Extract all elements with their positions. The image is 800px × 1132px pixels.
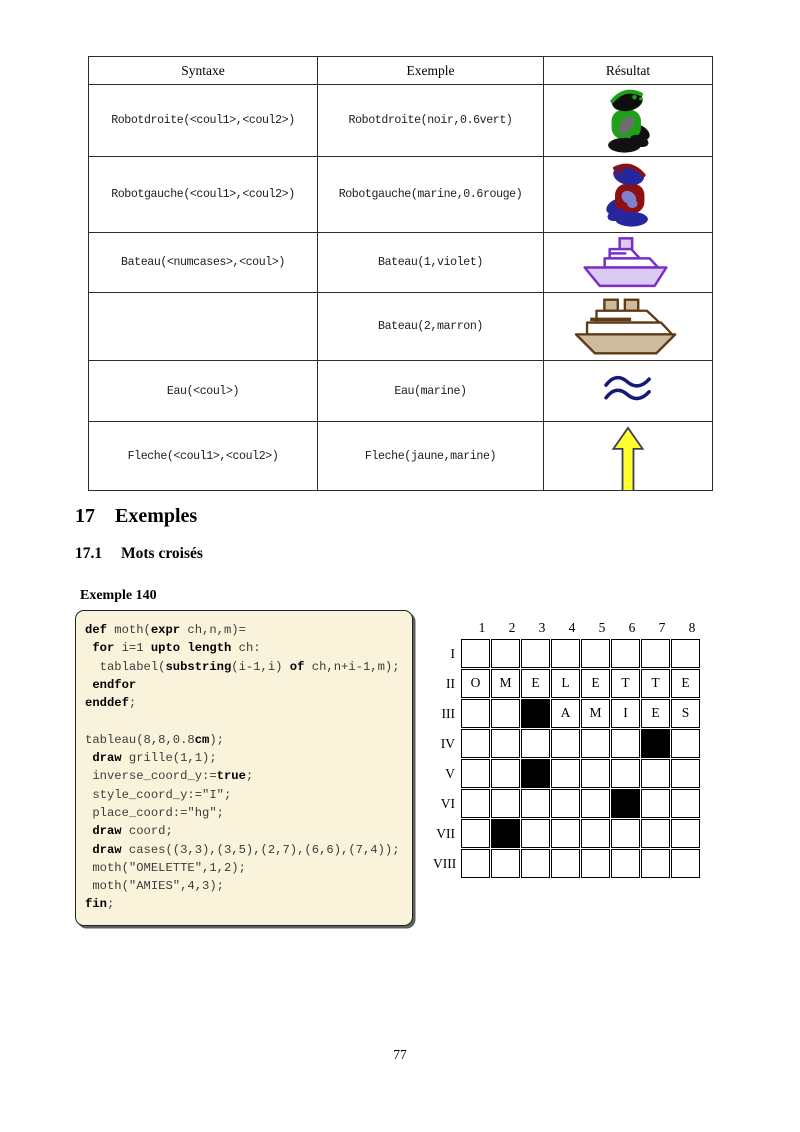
grid-cell [581,759,610,788]
grid-cell [611,849,640,878]
result-cell [544,422,713,491]
subsection-title: Mots croisés [121,545,203,562]
crossword-grid [433,620,707,878]
grid-cell: M [491,669,520,698]
table-row-robotdroite [89,85,713,157]
grid-cell [491,819,520,848]
section-title: Exemples [115,505,198,527]
grid-cell [521,699,550,728]
grid-col-label: 1 [478,620,486,635]
grid-cell: E [671,669,700,698]
syntax-cell: Fleche(<coul1>,<coul2>) [89,422,318,491]
grid-row [433,789,707,818]
grid-cell [521,639,550,668]
grid-cell [641,849,670,878]
arrow-up-icon [607,425,649,491]
syntax-table [88,56,713,491]
grid-cell: A [551,699,580,728]
grid-cell [491,729,520,758]
grid-row [433,819,707,848]
grid-cell: I [611,699,640,728]
table-row-robotgauche [89,157,713,233]
col-header-syntaxe: Syntaxe [89,57,318,85]
code-line: draw coord; [92,824,173,839]
grid-row [433,669,707,698]
code-line: def moth(expr ch,n,m)= [85,623,246,637]
grid-cell [461,759,490,788]
grid-cell [491,849,520,878]
grid-cell [551,849,580,878]
result-cell [544,85,713,157]
grid-column-labels [467,620,707,638]
result-cell [544,233,713,293]
grid-col-label: 2 [508,620,516,635]
grid-cell [641,639,670,668]
table-row-bateau2 [89,293,713,361]
grid-cell [641,729,670,758]
grid-cell [611,789,640,818]
example-cell: Robotgauche(marine,0.6rouge) [318,157,544,233]
grid-cell [581,729,610,758]
grid-cell [641,759,670,788]
code-line: style_coord_y:="I"; [85,787,232,802]
syntax-cell [89,293,318,361]
grid-cell [641,819,670,848]
page-number: 77 [393,1047,407,1062]
grid-cell [491,639,520,668]
col-header-exemple: Exemple [318,57,544,85]
grid-cell [641,789,670,818]
grid-cell [461,699,490,728]
grid-cell [521,729,550,758]
grid-row [433,759,707,788]
grid-cell [461,849,490,878]
code-line: tablabel(substring(i-1,i) of ch,n+i-1,m); [85,659,400,674]
code-line: draw grille(1,1); [92,751,217,766]
code-line: tableau(8,8,0.8cm); [85,732,224,747]
code-line: moth("OMELETTE",1,2); [85,860,246,875]
grid-row [433,699,707,728]
code-line: inverse_coord_y:=true; [85,769,254,784]
example-cell: Eau(marine) [318,361,544,422]
grid-col-label: 5 [598,620,606,635]
grid-cell [671,849,700,878]
grid-cell [581,789,610,818]
grid-cell: L [551,669,580,698]
grid-cell [461,639,490,668]
grid-rows [433,639,707,878]
grid-cell [611,639,640,668]
example-cell: Robotdroite(noir,0.6vert) [318,85,544,157]
grid-cell: T [611,669,640,698]
boat-brown-icon [567,295,689,358]
grid-row-label: III [441,706,455,721]
grid-col-label: 8 [688,620,696,635]
grid-row-label: I [450,646,455,661]
example-cell: Bateau(1,violet) [318,233,544,293]
example-label: Exemple 140 [80,588,157,603]
section-number: 17 [75,505,95,527]
table-header-row [89,57,713,85]
result-cell [544,293,713,361]
code-box [75,610,413,926]
grid-cell [611,819,640,848]
grid-row-label: IV [440,736,455,751]
grid-cell [581,639,610,668]
syntax-cell: Robotgauche(<coul1>,<coul2>) [89,157,318,233]
code-block [85,621,412,914]
grid-cell: M [581,699,610,728]
example-cell: Bateau(2,marron) [318,293,544,361]
grid-col-label: 6 [628,620,636,635]
grid-row [433,639,707,668]
code-line: fin; [85,897,115,912]
grid-cell [611,759,640,788]
boat-violet-icon [578,235,678,290]
code-line: draw cases((3,3),(3,5),(2,7),(6,6),(7,4)); [92,842,400,857]
grid-cell [521,819,550,848]
grid-cell [671,639,700,668]
result-cell [544,361,713,422]
robot-left-icon [600,163,656,227]
table-row-fleche [89,422,713,491]
grid-cell [551,729,580,758]
grid-cell: S [671,699,700,728]
grid-cell [521,789,550,818]
grid-cell [611,729,640,758]
grid-cell [461,729,490,758]
grid-cell [461,819,490,848]
grid-col-label: 3 [538,620,546,635]
grid-cell [521,849,550,878]
grid-cell: E [521,669,550,698]
table-row-bateau1 [89,233,713,293]
grid-cell [491,789,520,818]
grid-cell: O [461,669,490,698]
grid-cell: E [641,699,670,728]
section-heading [75,505,197,528]
grid-cell: E [581,669,610,698]
syntax-cell: Eau(<coul>) [89,361,318,422]
grid-cell [551,819,580,848]
grid-cell [551,639,580,668]
water-waves-icon [601,373,655,409]
grid-cell: T [641,669,670,698]
grid-row [433,729,707,758]
grid-col-label: 7 [658,620,666,635]
code-line: endfor [92,677,137,692]
grid-cell [551,789,580,818]
grid-cell [671,729,700,758]
grid-cell [491,759,520,788]
grid-row-label: VII [436,826,455,841]
grid-row-label: V [445,766,455,781]
code-line: enddef; [85,696,137,711]
grid-cell [671,789,700,818]
syntax-cell: Robotdroite(<coul1>,<coul2>) [89,85,318,157]
grid-row-label: VI [440,796,455,811]
grid-row-label: II [446,676,455,691]
robot-right-icon [600,89,656,153]
grid-cell [581,849,610,878]
code-line: moth("AMIES",4,3); [85,879,224,894]
grid-cell [671,759,700,788]
grid-cell [521,759,550,788]
grid-row [433,849,707,878]
grid-cell [491,699,520,728]
syntax-cell: Bateau(<numcases>,<coul>) [89,233,318,293]
col-header-resultat: Résultat [544,57,713,85]
table-row-eau [89,361,713,422]
grid-cell [581,819,610,848]
grid-cell [461,789,490,818]
code-line: for i=1 upto length ch: [92,641,261,656]
code-line: place_coord:="hg"; [85,805,224,820]
grid-row-label: VIII [433,856,457,871]
result-cell [544,157,713,233]
grid-col-label: 4 [568,620,576,635]
subsection-number: 17.1 [75,545,103,562]
grid-cell [551,759,580,788]
code-line [85,712,412,730]
example-cell: Fleche(jaune,marine) [318,422,544,491]
grid-cell [671,819,700,848]
subsection-heading [75,545,203,563]
